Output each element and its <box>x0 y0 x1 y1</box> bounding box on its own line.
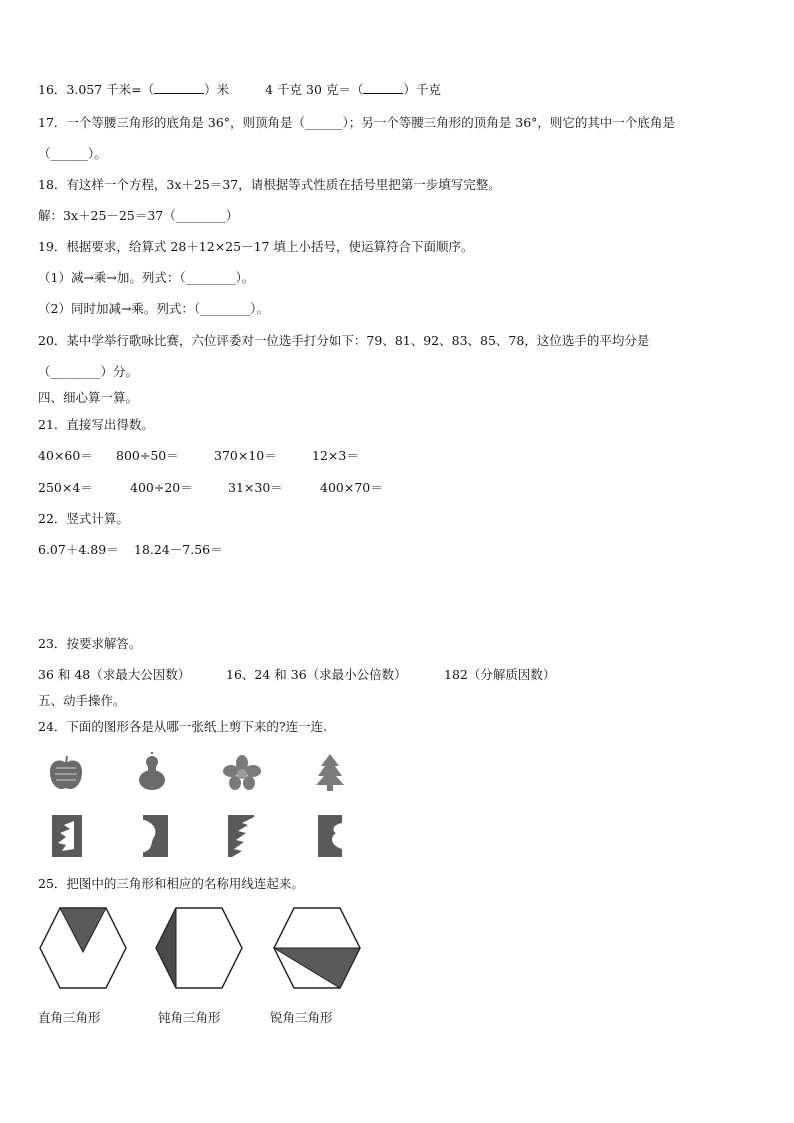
q20-line-2: （________）分。 <box>38 364 139 379</box>
paper-cut-leaf[interactable] <box>52 815 82 857</box>
label-obtuse-triangle[interactable]: 钝角三角形 <box>158 1010 221 1025</box>
q21-r2-c2: 400÷20＝ <box>130 480 193 495</box>
q21-r2-c1: 250×4＝ <box>38 480 93 495</box>
label-acute-triangle[interactable]: 锐角三角形 <box>270 1010 333 1025</box>
q21-r1-c3: 370×10＝ <box>214 448 277 463</box>
q19-line-2: （1）减→乘→加。列式：（________）。 <box>38 270 255 285</box>
q18-line-1: 18．有这样一个方程，3x＋25＝37，请根据等式性质在括号里把第一步填写完整。 <box>38 177 501 192</box>
q21-r1-c1: 40×60＝ <box>38 448 93 463</box>
q21-r2-c4: 400×70＝ <box>320 480 383 495</box>
question-16 <box>38 82 441 98</box>
section-5-heading: 五、动手操作。 <box>38 693 126 708</box>
tree-icon[interactable] <box>313 752 347 792</box>
q16-blank-b[interactable] <box>363 83 403 94</box>
q17-line-2: （______）。 <box>38 146 107 161</box>
q19-line-1: 19．根据要求，给算式 28＋12×25－17 填上小括号，使运算符合下面顺序。 <box>38 239 474 254</box>
q25-title: 25．把图中的三角形和相应的名称用线连起来。 <box>38 876 304 891</box>
q16-part-a-right: ）米 <box>204 82 230 97</box>
paper-cut-arc[interactable] <box>140 815 168 857</box>
apple-icon[interactable] <box>46 754 86 794</box>
q16-part-a-left: 16．3.057 千米=（ <box>38 82 155 97</box>
q16-part-b-right: ）千克 <box>403 82 441 97</box>
q23-item-1: 36 和 48（求最大公因数） <box>38 667 191 682</box>
q20-line-1: 20．某中学举行歌咏比赛，六位评委对一位选手打分如下：79、81、92、83、85、78，这位选手的平均分是 <box>38 333 650 348</box>
hexagon-figure-3[interactable] <box>272 906 362 990</box>
hexagon-figure-1[interactable] <box>38 906 128 990</box>
q23-title: 23．按要求解答。 <box>38 636 142 651</box>
q19-line-3: （2）同时加减→乘。列式：（________）。 <box>38 301 269 316</box>
q22-item-1: 6.07＋4.89＝ <box>38 542 119 557</box>
paper-cut-zigzag[interactable] <box>228 815 254 857</box>
gourd-icon[interactable] <box>134 752 170 792</box>
label-right-triangle[interactable]: 直角三角形 <box>38 1010 101 1025</box>
q18-line-2: 解：3x＋25－25＝37（________） <box>38 208 239 223</box>
q21-title: 21．直接写出得数。 <box>38 417 154 432</box>
q22-title: 22．竖式计算。 <box>38 511 129 526</box>
section-4-heading: 四、细心算一算。 <box>38 390 139 405</box>
q24-title: 24．下面的图形各是从哪一张纸上剪下来的?连一连. <box>38 719 328 734</box>
q22-item-2: 18.24－7.56＝ <box>134 542 223 557</box>
q23-item-2: 16、24 和 36（求最小公倍数） <box>226 667 407 682</box>
hexagon-figure-2[interactable] <box>154 906 244 990</box>
q17-line-1: 17．一个等腰三角形的底角是 36°，则顶角是（______）；另一个等腰三角形的顶角是 36°，则它的其中一个底角是 <box>38 115 675 130</box>
q21-r1-c2: 800÷50＝ <box>116 448 179 463</box>
q23-item-3: 182（分解质因数） <box>444 667 556 682</box>
q16-blank-a[interactable] <box>154 83 204 94</box>
q16-part-b-left: 4 千克 30 克＝（ <box>265 82 364 97</box>
flower-icon[interactable] <box>222 754 262 792</box>
q21-r2-c3: 31×30＝ <box>228 480 283 495</box>
paper-cut-notch[interactable] <box>318 815 342 857</box>
q21-r1-c4: 12×3＝ <box>312 448 359 463</box>
